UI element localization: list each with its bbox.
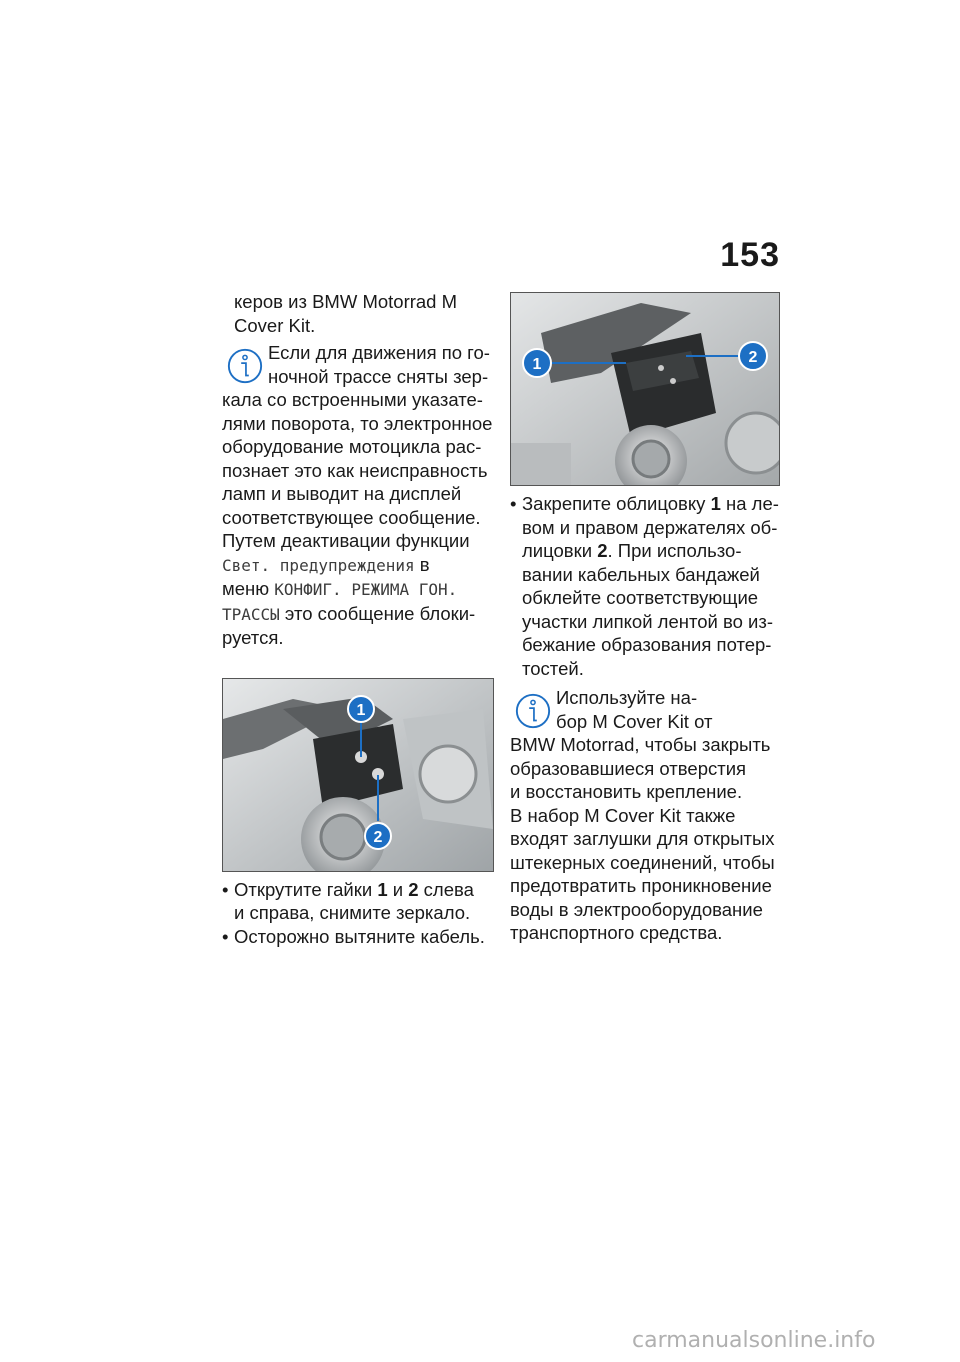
step-text: бежание образования потер- <box>522 634 772 655</box>
step-text: и <box>387 878 409 900</box>
note-line: соответствующее сообщение. <box>222 506 481 528</box>
note-line: и восстановить крепление. <box>510 781 743 802</box>
step-item <box>222 925 494 949</box>
step-text: и справа, снимите зеркало. <box>234 902 471 923</box>
step-text: вом и правом держателях об- <box>522 516 778 538</box>
info-icon <box>226 347 264 385</box>
intro-line: Cover Kit. <box>234 314 316 336</box>
ref-number: 2 <box>408 878 419 900</box>
menu-item-name: Свет. предупреждения <box>222 555 415 575</box>
left-column <box>222 290 494 948</box>
intro-line: керов из BMW Motorrad M <box>234 291 458 312</box>
page-number: 153 <box>720 236 780 274</box>
note-text: в <box>414 553 430 575</box>
step-text: участки липкой лентой во из- <box>522 610 774 632</box>
callout-1: 1 <box>532 356 542 373</box>
callout-2: 2 <box>748 349 758 366</box>
menu-name: КОНФИГ. РЕЖИМА ГОН. <box>274 580 458 599</box>
mirror-mount-illustration <box>223 679 493 871</box>
fairing-photo <box>510 292 780 486</box>
step-list <box>222 878 494 949</box>
step-text: на ле- <box>720 493 779 514</box>
note-line: BMW Motorrad, чтобы закрыть <box>510 734 771 755</box>
bullet-icon: • <box>222 878 229 900</box>
note-line: штекерных соединений, чтобы <box>510 851 775 873</box>
step-text: тостей. <box>522 657 584 679</box>
note-line: бор M Cover Kit от <box>556 710 713 732</box>
step-item <box>510 492 780 680</box>
note-line: В набор M Cover Kit также <box>510 804 736 826</box>
watermark: carmanualsonline.info <box>632 1328 876 1353</box>
note-line-mono <box>222 602 494 627</box>
callout-1: 1 <box>356 701 366 719</box>
note-line: транспортного средства. <box>510 922 723 943</box>
note-line-mono <box>222 553 494 578</box>
info-note <box>222 341 494 650</box>
step-item <box>222 878 494 925</box>
step-text: Закрепите облицовку <box>522 493 711 514</box>
mirror-mount-photo <box>222 678 494 872</box>
note-line: кала со встроенными указате- <box>222 389 483 410</box>
info-note <box>510 686 780 945</box>
bullet-icon: • <box>510 493 517 514</box>
note-line-mono <box>222 577 494 602</box>
step-text: обклейте соответствующие <box>522 587 759 608</box>
note-text: меню <box>222 578 275 599</box>
menu-name-cont: ТРАССЫ <box>222 604 280 624</box>
note-line: входят заглушки для открытых <box>510 828 775 849</box>
note-line: ночной трассе сняты зер- <box>268 365 489 387</box>
note-line: руется. <box>222 627 284 648</box>
step-text: Открутите гайки <box>234 878 378 900</box>
right-column <box>510 292 780 945</box>
step-text: Осторожно вытяните кабель. <box>234 925 485 947</box>
note-line: воды в электрооборудование <box>510 898 763 920</box>
note-line: Если для движения по го- <box>268 342 490 363</box>
note-line: ламп и выводит на дисплей <box>222 483 462 504</box>
fairing-illustration <box>511 293 779 485</box>
callout-2: 2 <box>373 828 383 846</box>
note-line: лями поворота, то электронное <box>222 412 493 434</box>
info-icon <box>514 692 552 730</box>
step-text: слева <box>418 878 474 900</box>
note-line: Используйте на- <box>556 687 698 708</box>
step-text: лицовки <box>522 540 598 561</box>
step-text: вании кабельных бандажей <box>522 563 760 585</box>
note-text: это сообщение блоки- <box>279 602 476 624</box>
note-line: оборудование мотоцикла рас- <box>222 436 482 457</box>
note-line: предотвратить проникновение <box>510 875 772 896</box>
ref-number: 1 <box>377 878 388 900</box>
ref-number: 2 <box>597 540 608 561</box>
note-line: Путем деактивации функции <box>222 530 470 551</box>
ref-number: 1 <box>710 493 721 514</box>
bullet-icon: • <box>222 925 229 947</box>
step-text: . При использо- <box>607 540 742 561</box>
note-line: образовавшиеся отверстия <box>510 757 747 779</box>
note-line: познает это как неисправность <box>222 459 488 481</box>
